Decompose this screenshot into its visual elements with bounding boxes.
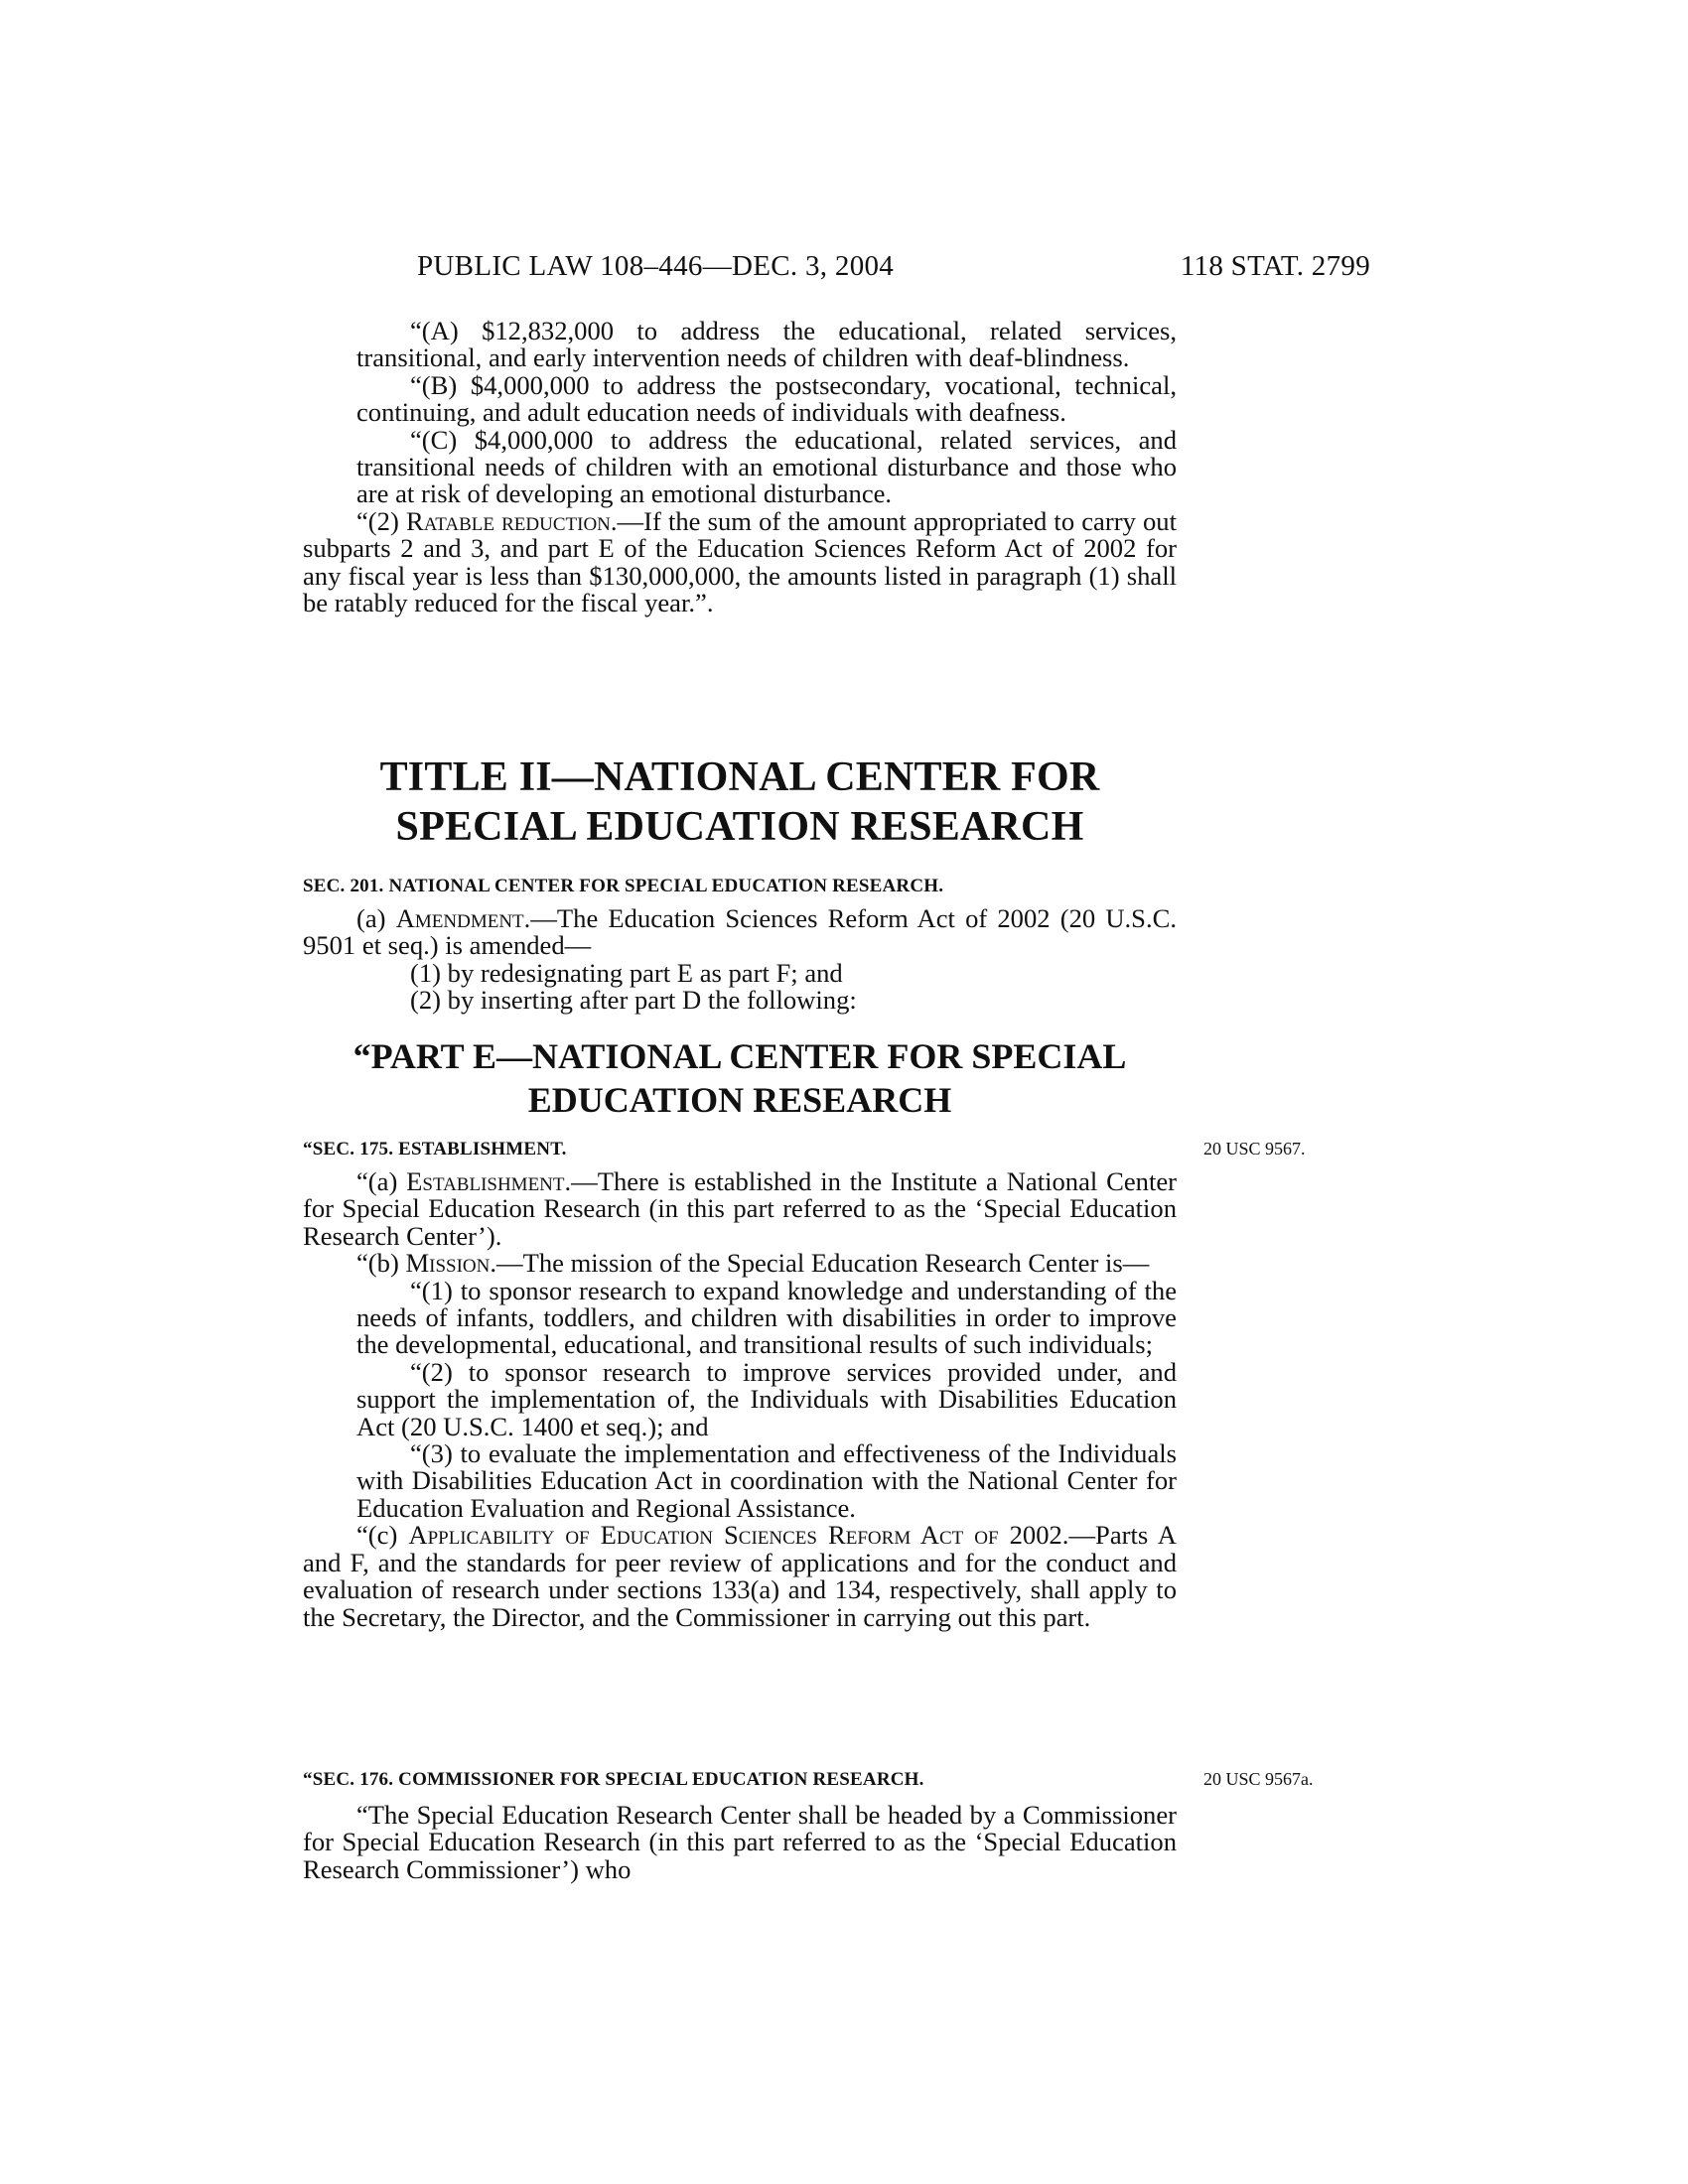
part-e-heading xyxy=(303,1034,1177,1122)
section-176-paragraph: “The Special Education Research Center shall be headed by a Commissioner for Special Education Research (in this part referred to as the ‘Special Education Research Commissioner’) who xyxy=(303,1800,1177,1884)
section-176-heading: “SEC. 176. COMMISSIONER FOR SPECIAL EDUCATION RESEARCH. xyxy=(303,1769,924,1790)
title-heading-line2: SPECIAL EDUCATION RESEARCH xyxy=(395,804,1084,850)
subsection-label: “(a) xyxy=(356,1166,407,1196)
section-175-body xyxy=(303,1168,1177,1631)
subsection-caption: Establishment xyxy=(406,1166,565,1196)
subsection-label: “(b) xyxy=(356,1248,406,1279)
section-201-body xyxy=(303,905,1177,1015)
subsection-caption: Mission xyxy=(405,1248,491,1279)
mission-item-1: “(1) to sponsor research to expand knowledge and understanding of the needs of infants, toddlers, and children with disabilities in order to improve the developmental, educational, and transitional results of such individuals; xyxy=(356,1275,1177,1360)
paragraph-caption: Ratable reduction xyxy=(405,505,611,536)
subsection-text: .—There is established in the Institute a National Center for Special Education Research (in this part referred to as the ‘Special Education Research Center’). xyxy=(303,1166,1178,1251)
mission-item-2: “(2) to sponsor research to improve services provided under, and support the implementation of, the Individuals with Disabilities Education Act (20 U.S.C. 1400 et seq.); and xyxy=(356,1356,1177,1441)
page-number: 118 STAT. 2799 xyxy=(1180,250,1370,282)
subsection-label: (a) xyxy=(356,903,396,933)
paragraph-a: “(A) $12,832,000 to address the educational, related services, transitional, and early intervention needs of children with deaf-blindness. xyxy=(356,316,1177,373)
title-heading xyxy=(303,752,1177,852)
section-176-body xyxy=(303,1802,1177,1883)
paragraph-b: “(B) $4,000,000 to address the postsecondary, vocational, technical, continuing, and adult education needs of individuals with deafness. xyxy=(356,369,1177,428)
running-head-title: PUBLIC LAW 108–446—DEC. 3, 2004 xyxy=(417,250,895,282)
subsection-c xyxy=(303,1522,1177,1631)
paragraph-c: “(C) $4,000,000 to address the educational, related services, and transitional needs of children with an emotional disturbance and those who are at risk of developing an emotional disturbance. xyxy=(356,424,1177,509)
section-175-heading: “SEC. 175. ESTABLISHMENT. xyxy=(303,1139,567,1160)
section-175-margin-citation: 20 USC 9567. xyxy=(1203,1139,1306,1159)
part-e-heading-line1: “PART E—NATIONAL CENTER FOR SPECIAL xyxy=(352,1036,1127,1076)
item-1: (1) by redesignating part E as part F; and xyxy=(410,957,843,988)
item-2: (2) by inserting after part D the following: xyxy=(410,985,857,1016)
subsection-caption: Amendment xyxy=(395,903,524,933)
title-heading-line1: TITLE II—NATIONAL CENTER FOR xyxy=(379,754,1100,800)
part-e-heading-line2: EDUCATION RESEARCH xyxy=(527,1080,952,1120)
appropriations-block xyxy=(303,318,1177,616)
subsection-label: “(c) xyxy=(356,1520,409,1551)
subsection-text: .—The Education Sciences Reform Act of 2002 (20 U.S.C. 9501 et seq.) is amended— xyxy=(303,903,1178,961)
subsection-text: .—The mission of the Special Education Research Center is— xyxy=(490,1248,1150,1279)
subsection-text: .—Parts A and F, and the standards for peer review of applications and for the conduct and evaluation of research under sections 133(a) and 134, respectively, shall apply to the Secretary, the Director, and the Commissioner in carrying out this part. xyxy=(303,1520,1177,1632)
paragraph-label: “(2) xyxy=(356,505,406,536)
subsection-b xyxy=(303,1250,1177,1277)
running-head xyxy=(417,250,1370,290)
section-201-heading: SEC. 201. NATIONAL CENTER FOR SPECIAL EDUCATION RESEARCH. xyxy=(303,876,944,896)
subsection-a xyxy=(303,905,1177,960)
subsection-caption: Applicability of Education Sciences Reform Act of 2002 xyxy=(408,1520,1062,1551)
paragraph-ratable-reduction xyxy=(303,505,1177,618)
section-176-margin-citation: 20 USC 9567a. xyxy=(1203,1769,1314,1789)
paragraph-text: .—If the sum of the amount appropriated to carry out subparts 2 and 3, and part E of the Education Sciences Reform Act of 2002 for any fiscal year is less than $130,000,000, the amounts listed in paragraph (1) shall be ratably reduced for the fiscal year.”. xyxy=(303,505,1177,618)
mission-item-3: “(3) to evaluate the implementation and effectiveness of the Individuals with Disabilities Education Act in coordination with the National Center for Education Evaluation and Regional Assistance. xyxy=(356,1438,1177,1523)
subsection-a xyxy=(303,1168,1177,1250)
